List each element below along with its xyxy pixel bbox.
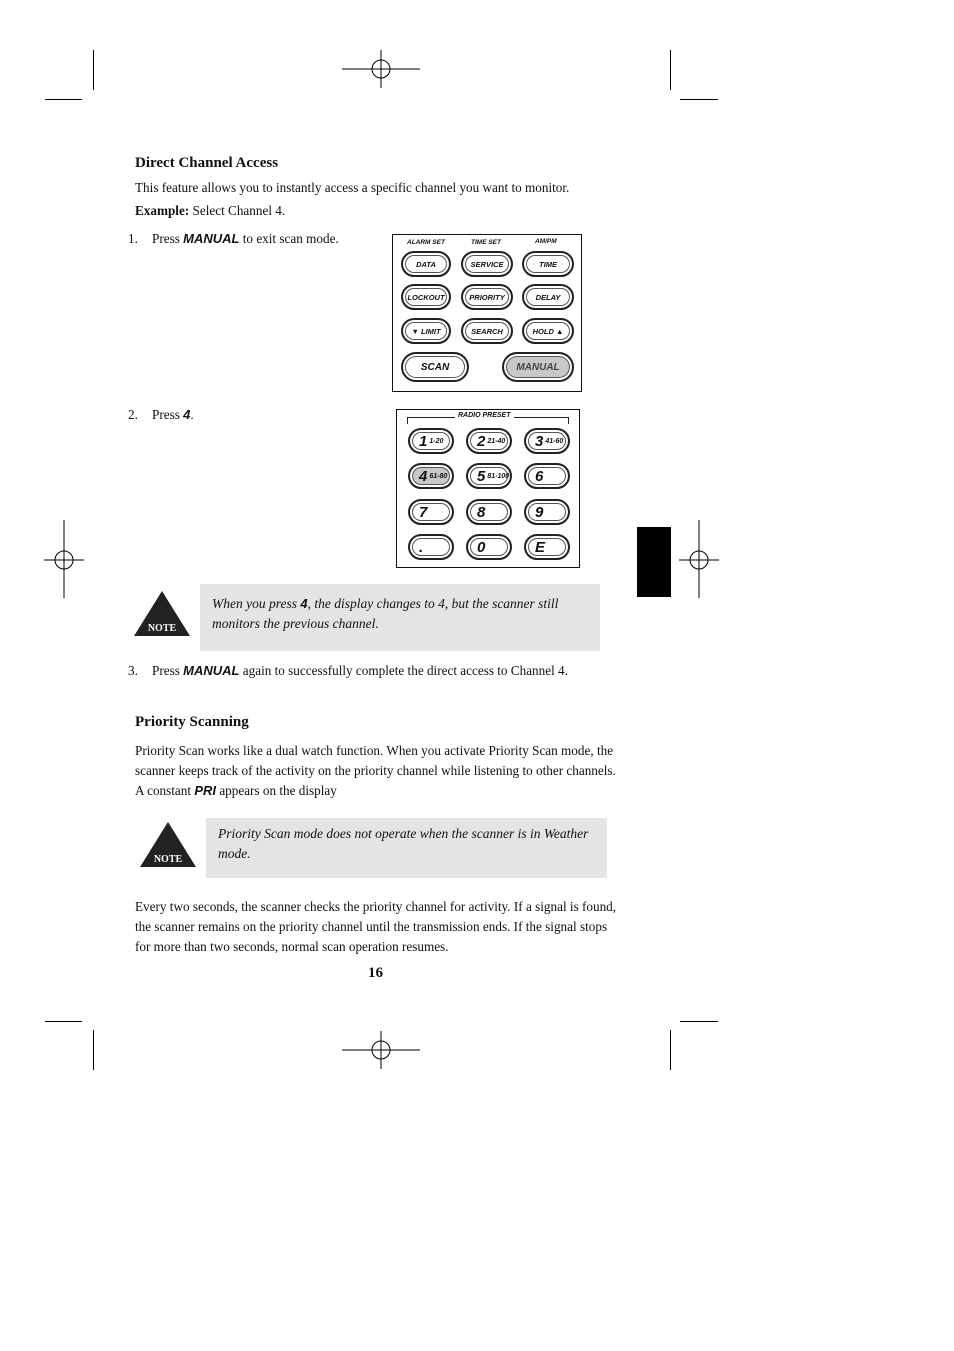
preset-key-2 xyxy=(466,428,512,454)
keypad-radio-preset-panel xyxy=(396,409,580,568)
key-manual: MANUAL xyxy=(183,663,240,678)
step-1 xyxy=(128,229,339,249)
preset-key-digit: 2 xyxy=(477,432,486,450)
preset-key-range: 41-60 xyxy=(545,437,564,445)
step-number: 2. xyxy=(128,407,138,422)
key-label-time-set: TIME SET xyxy=(471,239,501,246)
preset-key-digit: 0 xyxy=(477,538,486,556)
preset-key-9 xyxy=(524,499,570,525)
preset-key-11 xyxy=(466,534,512,560)
key-manual-highlighted: MANUAL xyxy=(502,352,574,382)
preset-key-digit: 4 xyxy=(419,467,428,485)
preset-key-range: 61-80 xyxy=(429,472,448,480)
step-3 xyxy=(128,661,568,681)
section-tab xyxy=(637,527,671,597)
preset-key-digit: . xyxy=(419,538,424,556)
key-limit: ▼ LIMIT xyxy=(401,318,451,344)
key-4: 4 xyxy=(183,407,191,422)
section-title-priority-scanning: Priority Scanning xyxy=(135,714,249,730)
preset-key-3 xyxy=(524,428,570,454)
preset-key-8 xyxy=(466,499,512,525)
key-priority: PRIORITY xyxy=(461,284,513,310)
preset-key-digit: 1 xyxy=(419,432,428,450)
priority-paragraph-1 xyxy=(135,741,625,801)
paragraph-text: Priority Scan works like a dual watch function. When you activate Priority Scan mode, the scanner keeps track of the activity on the priority channel while listening to other channels. A constant xyxy=(135,743,616,798)
registration-mark-left xyxy=(44,520,84,600)
preset-key-4 xyxy=(408,463,454,489)
radio-preset-title: RADIO PRESET xyxy=(455,412,514,419)
preset-key-1 xyxy=(408,428,454,454)
key-delay: DELAY xyxy=(522,284,574,310)
example-label: Example: xyxy=(135,203,190,218)
key-lockout: LOCKOUT xyxy=(401,284,451,310)
note-text: Priority Scan mode does not operate when the scanner is in Weather mode. xyxy=(218,826,589,861)
step-text: . xyxy=(190,407,194,422)
preset-key-digit: 5 xyxy=(477,467,486,485)
note-text: , the display changes to 4, but the scanner still monitors the previous channel. xyxy=(212,596,559,631)
preset-key-7 xyxy=(408,499,454,525)
section-title-direct-channel: Direct Channel Access xyxy=(135,155,279,171)
preset-key-digit: 8 xyxy=(477,503,486,521)
note-text: When you press xyxy=(212,596,301,611)
preset-key-12 xyxy=(524,534,570,560)
preset-key-range: 21-40 xyxy=(487,437,506,445)
note-box-1 xyxy=(200,584,600,651)
key-manual: MANUAL xyxy=(183,231,240,246)
keypad-function-panel xyxy=(392,234,582,392)
preset-key-10 xyxy=(408,534,454,560)
intro-paragraph: This feature allows you to instantly access a specific channel you want to monitor. xyxy=(135,180,570,195)
example-line xyxy=(135,201,285,221)
note-icon xyxy=(138,820,198,870)
key-pri: PRI xyxy=(194,783,217,798)
step-text: Press xyxy=(152,663,184,678)
paragraph-text: appears on the display xyxy=(216,783,337,798)
note-box-2 xyxy=(206,818,607,878)
step-number: 1. xyxy=(128,231,138,246)
key-search: SEARCH xyxy=(461,318,513,344)
preset-key-range: 81-100 xyxy=(487,472,510,480)
note-badge-text: NOTE xyxy=(153,854,183,865)
preset-key-digit: E xyxy=(535,538,546,556)
key-scan: SCAN xyxy=(401,352,469,382)
preset-key-6 xyxy=(524,463,570,489)
preset-key-range: 1-20 xyxy=(429,437,444,445)
key-data: DATA xyxy=(401,251,451,277)
step-text: Press xyxy=(152,407,184,422)
key-label-alarm-set: ALARM SET xyxy=(407,239,445,246)
page-number: 16 xyxy=(368,965,383,981)
registration-mark-right xyxy=(679,520,719,600)
note-icon xyxy=(132,589,192,639)
key-service: SERVICE xyxy=(461,251,513,277)
registration-mark-bottom xyxy=(340,1031,422,1071)
preset-key-5 xyxy=(466,463,512,489)
preset-key-digit: 6 xyxy=(535,467,544,485)
priority-paragraph-2: Every two seconds, the scanner checks the priority channel for activity. If a signal is found, the scanner remains on the priority channel until the transmission ends. If the signal stops for more than two seconds, normal scan operation resumes. xyxy=(135,899,617,954)
note-badge-text: NOTE xyxy=(147,623,177,634)
preset-key-digit: 3 xyxy=(535,432,544,450)
step-text: to exit scan mode. xyxy=(239,231,339,246)
key-4: 4 xyxy=(300,596,308,611)
key-time: TIME xyxy=(522,251,574,277)
preset-key-digit: 7 xyxy=(419,503,428,521)
registration-mark-top xyxy=(340,50,422,90)
key-label-am-pm: AM/PM xyxy=(535,238,557,245)
step-text: Press xyxy=(152,231,184,246)
step-2 xyxy=(128,405,194,425)
step-number: 3. xyxy=(128,663,138,678)
step-text: again to successfully complete the direct access to Channel 4. xyxy=(239,663,568,678)
key-hold: HOLD ▲ xyxy=(522,318,574,344)
preset-key-digit: 9 xyxy=(535,503,544,521)
example-text: Select Channel 4. xyxy=(189,203,286,218)
